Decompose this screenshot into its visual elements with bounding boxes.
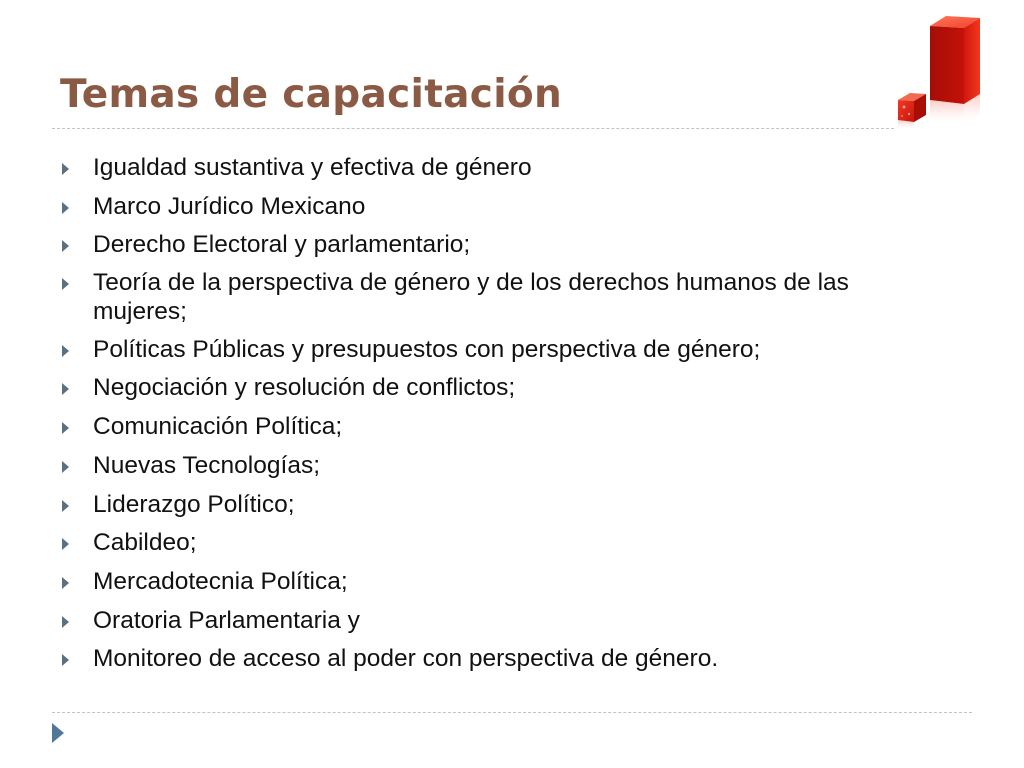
list-item (62, 152, 942, 183)
list-item (62, 643, 942, 674)
triangle-bullet-icon (62, 422, 69, 434)
list-item-text: Políticas Públicas y presupuestos con perspectiva de género; (93, 335, 761, 363)
list-item-text: Negociación y resolución de conflictos; (93, 374, 516, 402)
list-item (62, 450, 942, 481)
footer-divider (52, 712, 972, 713)
list-item (62, 566, 942, 597)
list-item-text: Igualdad sustantiva y efectiva de género (93, 154, 532, 181)
list-item-text: Comunicación Política; (93, 413, 343, 441)
list-item (62, 605, 942, 636)
next-slide-arrow-icon[interactable] (52, 723, 64, 743)
title-divider (52, 128, 894, 129)
triangle-bullet-icon (62, 345, 69, 357)
triangle-bullet-icon (62, 577, 69, 589)
triangle-bullet-icon (62, 654, 69, 666)
triangle-bullet-icon (62, 202, 69, 214)
triangle-bullet-icon (62, 500, 69, 512)
list-item-text: Cabildeo; (93, 529, 197, 557)
triangle-bullet-icon (62, 163, 69, 175)
triangle-bullet-icon (62, 240, 69, 252)
list-item (62, 527, 942, 558)
slide-title: Temas de capacitación (60, 72, 563, 117)
list-item (62, 489, 942, 520)
list-item (62, 372, 942, 403)
list-item (62, 191, 942, 222)
triangle-bullet-icon (62, 538, 69, 550)
red-cubes-icon (890, 8, 990, 132)
triangle-bullet-icon (62, 461, 69, 473)
list-item (62, 411, 942, 442)
list-item-text: Derecho Electoral y parlamentario; (93, 231, 471, 259)
triangle-bullet-icon (62, 616, 69, 628)
list-item-text: Monitoreo de acceso al poder con perspectiva de género. (93, 645, 719, 673)
list-item-text: Teoría de la perspectiva de género y de los derechos humanos de las mujeres; (93, 269, 849, 326)
list-item-text: Oratoria Parlamentaria y (93, 606, 360, 634)
list-item-text: Nuevas Tecnologías; (93, 451, 320, 479)
list-item (62, 268, 942, 326)
triangle-bullet-icon (62, 383, 69, 395)
list-item (62, 334, 942, 365)
triangle-bullet-icon (62, 278, 69, 290)
list-item-text: Marco Jurídico Mexicano (93, 192, 366, 220)
list-item-text: Liderazgo Político; (93, 490, 295, 518)
list-item-text: Mercadotecnia Política; (93, 567, 348, 595)
list-item (62, 229, 942, 260)
bullet-list (62, 152, 942, 682)
